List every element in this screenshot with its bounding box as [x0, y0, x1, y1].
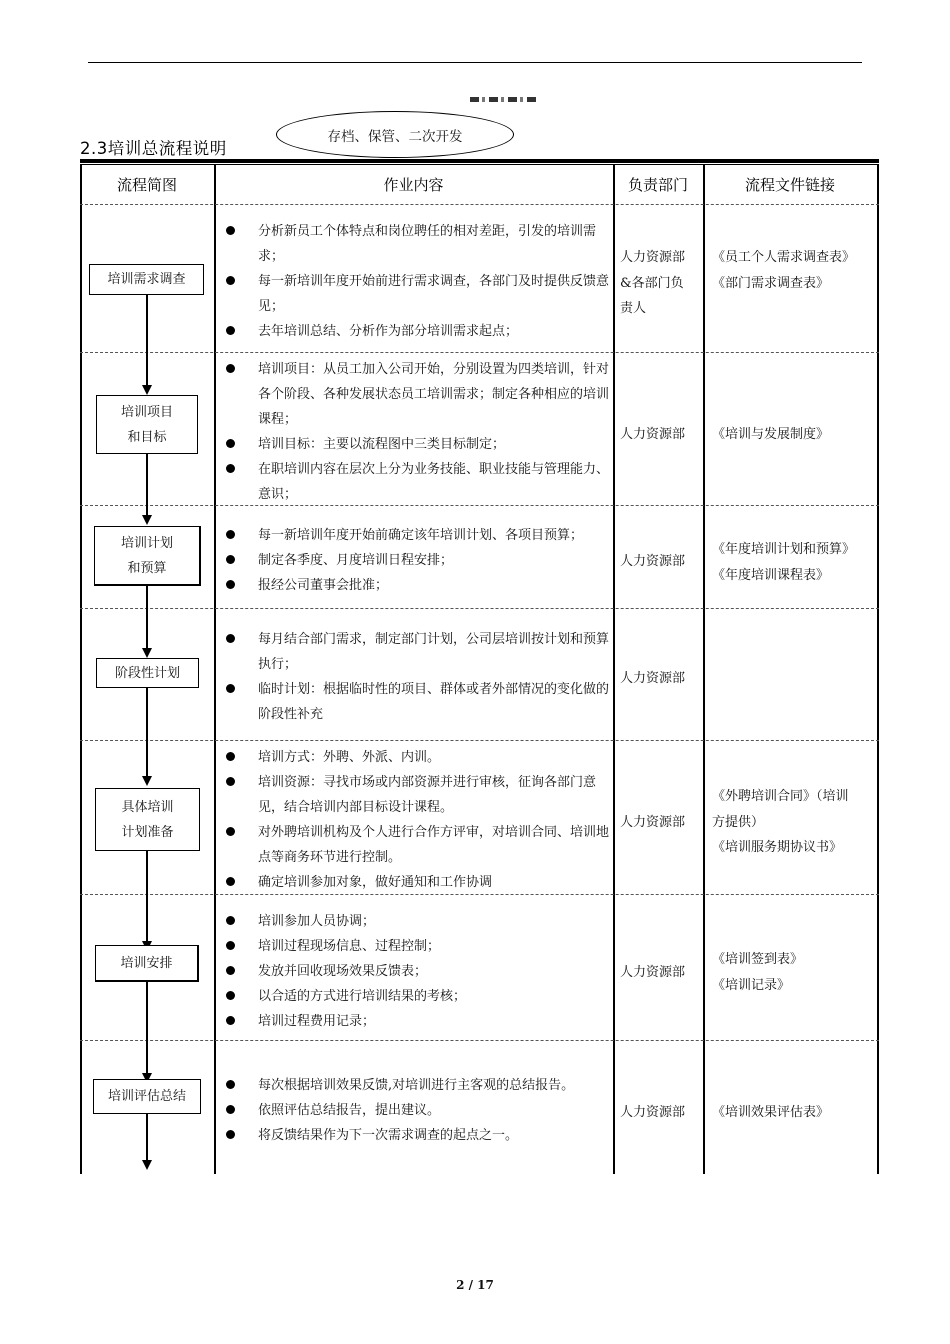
flow-arrowhead — [142, 648, 152, 658]
bullet-icon — [226, 1080, 235, 1089]
bullet-icon — [226, 326, 235, 335]
bullet-icon — [226, 364, 235, 373]
flow-step-label: 培训评估总结 — [107, 1089, 186, 1104]
list-item-text: 对外聘培训机构及个人进行合作方评审，对培训合同、培训地点等商务环节进行控制。 — [258, 825, 610, 865]
bullet-icon — [226, 530, 235, 539]
list-item — [220, 1123, 614, 1148]
list-item-text: 去年培训总结、分析作为部分培训需求起点； — [258, 324, 519, 339]
department-line: 人力资源部 — [620, 965, 686, 980]
list-item-text: 报经公司董事会批准； — [258, 578, 389, 593]
row-divider — [80, 1040, 879, 1041]
list-item — [220, 870, 614, 895]
list-item-text: 以合适的方式进行培训结果的考核； — [258, 989, 467, 1004]
bullet-icon — [226, 439, 235, 448]
row-divider — [80, 608, 879, 609]
archive-note-text: 存档、保管、二次开发 — [327, 128, 463, 145]
table-border-left — [80, 165, 82, 1174]
list-item-text: 在职培训内容在层次上分为业务技能、职业技能与管理能力、意识； — [258, 462, 610, 502]
flow-step-training-arrangement — [95, 945, 199, 982]
list-item-text: 每一新培训年度开始前进行需求调查，各部门及时提供反馈意见； — [258, 274, 610, 314]
document-link: 《年度培训课程表》 — [712, 567, 830, 583]
list-item — [220, 959, 614, 984]
list-item-text: 培训项目：从员工加入公司开始，分别设置为四类培训，针对各个阶段、各种发展状态员工培训需求；制定各种相应的培训课程； — [258, 362, 610, 427]
row-6-department — [620, 960, 696, 986]
department-line: 人力资源部 — [620, 671, 686, 686]
list-item — [220, 573, 614, 598]
column-header-department: 负责部门 — [627, 176, 688, 194]
list-item — [220, 548, 614, 573]
flow-step-training-evaluation — [93, 1079, 201, 1114]
bullet-icon — [226, 464, 235, 473]
flow-step-training-plan-budget — [94, 526, 201, 586]
list-item — [220, 319, 614, 344]
document-link: 《培训效果评估表》 — [712, 1105, 830, 1120]
list-item-text: 临时计划：根据临时性的项目、群体或者外部情况的变化做的阶段性补充 — [258, 682, 610, 722]
flow-arrow — [146, 851, 148, 941]
row-3-content — [220, 523, 614, 598]
row-7-department — [620, 1100, 696, 1126]
list-item-text: 培训过程费用记录； — [258, 1014, 376, 1029]
bullet-icon — [226, 276, 235, 285]
department-line: 责人 — [620, 301, 647, 316]
flow-step-label: 计划准备 — [121, 824, 174, 840]
document-link: 《年度培训计划和预算》 — [712, 542, 856, 557]
column-header-flowchart: 流程简图 — [116, 176, 177, 194]
flow-step-specific-training-prep — [95, 788, 200, 851]
bullet-icon — [226, 752, 235, 761]
list-item-text: 每次根据培训效果反馈,对培训进行主客观的总结报告。 — [258, 1078, 575, 1093]
list-item — [220, 357, 614, 432]
list-item — [220, 677, 614, 727]
list-item — [220, 820, 614, 870]
list-item-text: 依照评估总结报告，提出建议。 — [258, 1103, 441, 1118]
flow-arrowhead — [142, 385, 152, 395]
flow-step-phased-plan — [96, 658, 199, 688]
flow-arrow — [146, 454, 148, 515]
table-border-right — [877, 165, 879, 1174]
flow-step-label: 和目标 — [127, 429, 167, 445]
archive-note-ellipse — [276, 111, 514, 158]
list-item-text: 每月结合部门需求，制定部门计划，公司层培训按计划和预算执行； — [258, 632, 610, 672]
list-item — [220, 1098, 614, 1123]
list-item-text: 每一新培训年度开始前确定该年培训计划、各项目预算； — [258, 528, 584, 543]
list-item-text: 确定培训参加对象，做好通知和工作协调 — [258, 875, 493, 890]
column-header-content: 作业内容 — [383, 176, 444, 194]
list-item-text: 培训资源：寻找市场或内部资源并进行审核，征询各部门意见，结合培训内部目标设计课程。 — [258, 775, 597, 815]
bullet-icon — [226, 555, 235, 564]
bullet-icon — [226, 991, 235, 1000]
document-link: 《培训记录》 — [712, 977, 791, 993]
list-item-text: 发放并回收现场效果反馈表； — [258, 964, 428, 979]
list-item — [220, 1009, 614, 1034]
list-item-text: 将反馈结果作为下一次需求调查的起点之一。 — [258, 1128, 519, 1143]
list-item — [220, 984, 614, 1009]
page-number: 2 / 17 — [456, 1278, 494, 1292]
bullet-icon — [226, 580, 235, 589]
department-line: 人力资源部 — [620, 554, 686, 569]
flow-step-training-projects-goals — [96, 395, 198, 454]
bullet-icon — [226, 1016, 235, 1025]
list-item — [220, 627, 614, 677]
flow-step-label: 和预算 — [127, 560, 167, 576]
bullet-icon — [226, 916, 235, 925]
list-item-text: 培训方式：外聘、外派、内训。 — [258, 750, 441, 765]
row-divider — [80, 352, 879, 353]
flow-arrowhead — [142, 776, 152, 786]
row-6-documents — [712, 947, 872, 998]
list-item — [220, 219, 614, 269]
flow-arrow — [146, 295, 148, 385]
row-5-department — [620, 810, 696, 836]
bullet-icon — [226, 877, 235, 886]
table-top-rule-thick — [80, 159, 879, 163]
flow-arrow — [146, 982, 148, 1073]
process-table — [80, 165, 879, 1175]
department-line: &各部门负 — [620, 275, 684, 291]
document-link: 《培训签到表》 — [712, 952, 804, 967]
row-5-content — [220, 745, 614, 895]
list-item — [220, 770, 614, 820]
header-logo-mark — [470, 97, 536, 102]
row-7-documents — [712, 1100, 872, 1126]
list-item-text: 制定各季度、月度培训日程安排； — [258, 553, 454, 568]
header-rule — [88, 62, 862, 63]
flow-step-training-needs-survey — [89, 264, 204, 295]
bullet-icon — [226, 684, 235, 693]
list-item-text: 分析新员工个体特点和岗位聘任的相对差距，引发的培训需求； — [258, 224, 597, 264]
list-item-text: 培训参加人员协调； — [258, 914, 376, 929]
document-link: 《部门需求调查表》 — [712, 275, 830, 291]
list-item-text: 培训过程现场信息、过程控制； — [258, 939, 441, 954]
document-link: 《员工个人需求调查表》 — [712, 250, 856, 265]
list-item — [220, 745, 614, 770]
row-3-department — [620, 549, 696, 575]
bullet-icon — [226, 966, 235, 975]
bullet-icon — [226, 226, 235, 235]
department-line: 人力资源部 — [620, 250, 686, 265]
row-divider — [80, 740, 879, 741]
row-1-content — [220, 219, 614, 344]
bullet-icon — [226, 941, 235, 950]
bullet-icon — [226, 1105, 235, 1114]
list-item — [220, 432, 614, 457]
row-6-content — [220, 909, 614, 1034]
flow-arrowhead — [142, 515, 152, 525]
department-line: 人力资源部 — [620, 815, 686, 830]
list-item — [220, 269, 614, 319]
bullet-icon — [226, 634, 235, 643]
column-divider — [214, 165, 216, 1174]
flow-arrowhead — [142, 1160, 152, 1170]
row-5-documents — [712, 784, 872, 861]
bullet-icon — [226, 827, 235, 836]
row-4-department — [620, 666, 696, 692]
row-2-content — [220, 357, 614, 507]
flow-step-label: 培训项目 — [120, 404, 173, 420]
section-title: 2.3培训总流程说明 — [80, 139, 227, 158]
document-link: 《培训服务期协议书》 — [712, 840, 843, 855]
document-link: 《外聘培训合同》（培训 — [712, 789, 849, 804]
flow-step-label: 具体培训 — [121, 799, 174, 815]
document-link: 方提供） — [712, 814, 765, 830]
document-link: 《培训与发展制度》 — [712, 427, 830, 442]
flow-step-label: 阶段性计划 — [114, 665, 180, 681]
list-item-text: 培训目标：主要以流程图中三类目标制定； — [258, 437, 506, 452]
flow-step-label: 培训计划 — [120, 535, 173, 551]
list-item — [220, 934, 614, 959]
row-1-department — [620, 245, 696, 322]
flow-arrow — [146, 1114, 148, 1160]
list-item — [220, 523, 614, 548]
row-divider — [80, 204, 879, 205]
bullet-icon — [226, 1130, 235, 1139]
flow-step-label: 培训需求调查 — [107, 272, 186, 287]
column-divider — [703, 165, 705, 1174]
list-item — [220, 1073, 614, 1098]
department-line: 人力资源部 — [620, 427, 686, 442]
bullet-icon — [226, 777, 235, 786]
row-2-department — [620, 422, 696, 448]
row-3-documents — [712, 537, 872, 588]
row-4-content — [220, 627, 614, 727]
row-2-documents — [712, 422, 872, 448]
row-7-content — [220, 1073, 614, 1148]
list-item — [220, 457, 614, 507]
flow-arrow — [146, 586, 148, 648]
flow-arrow — [146, 688, 148, 776]
department-line: 人力资源部 — [620, 1105, 686, 1120]
column-header-documents: 流程文件链接 — [744, 176, 835, 194]
list-item — [220, 909, 614, 934]
row-1-documents — [712, 245, 872, 296]
flow-step-label: 培训安排 — [120, 955, 173, 971]
